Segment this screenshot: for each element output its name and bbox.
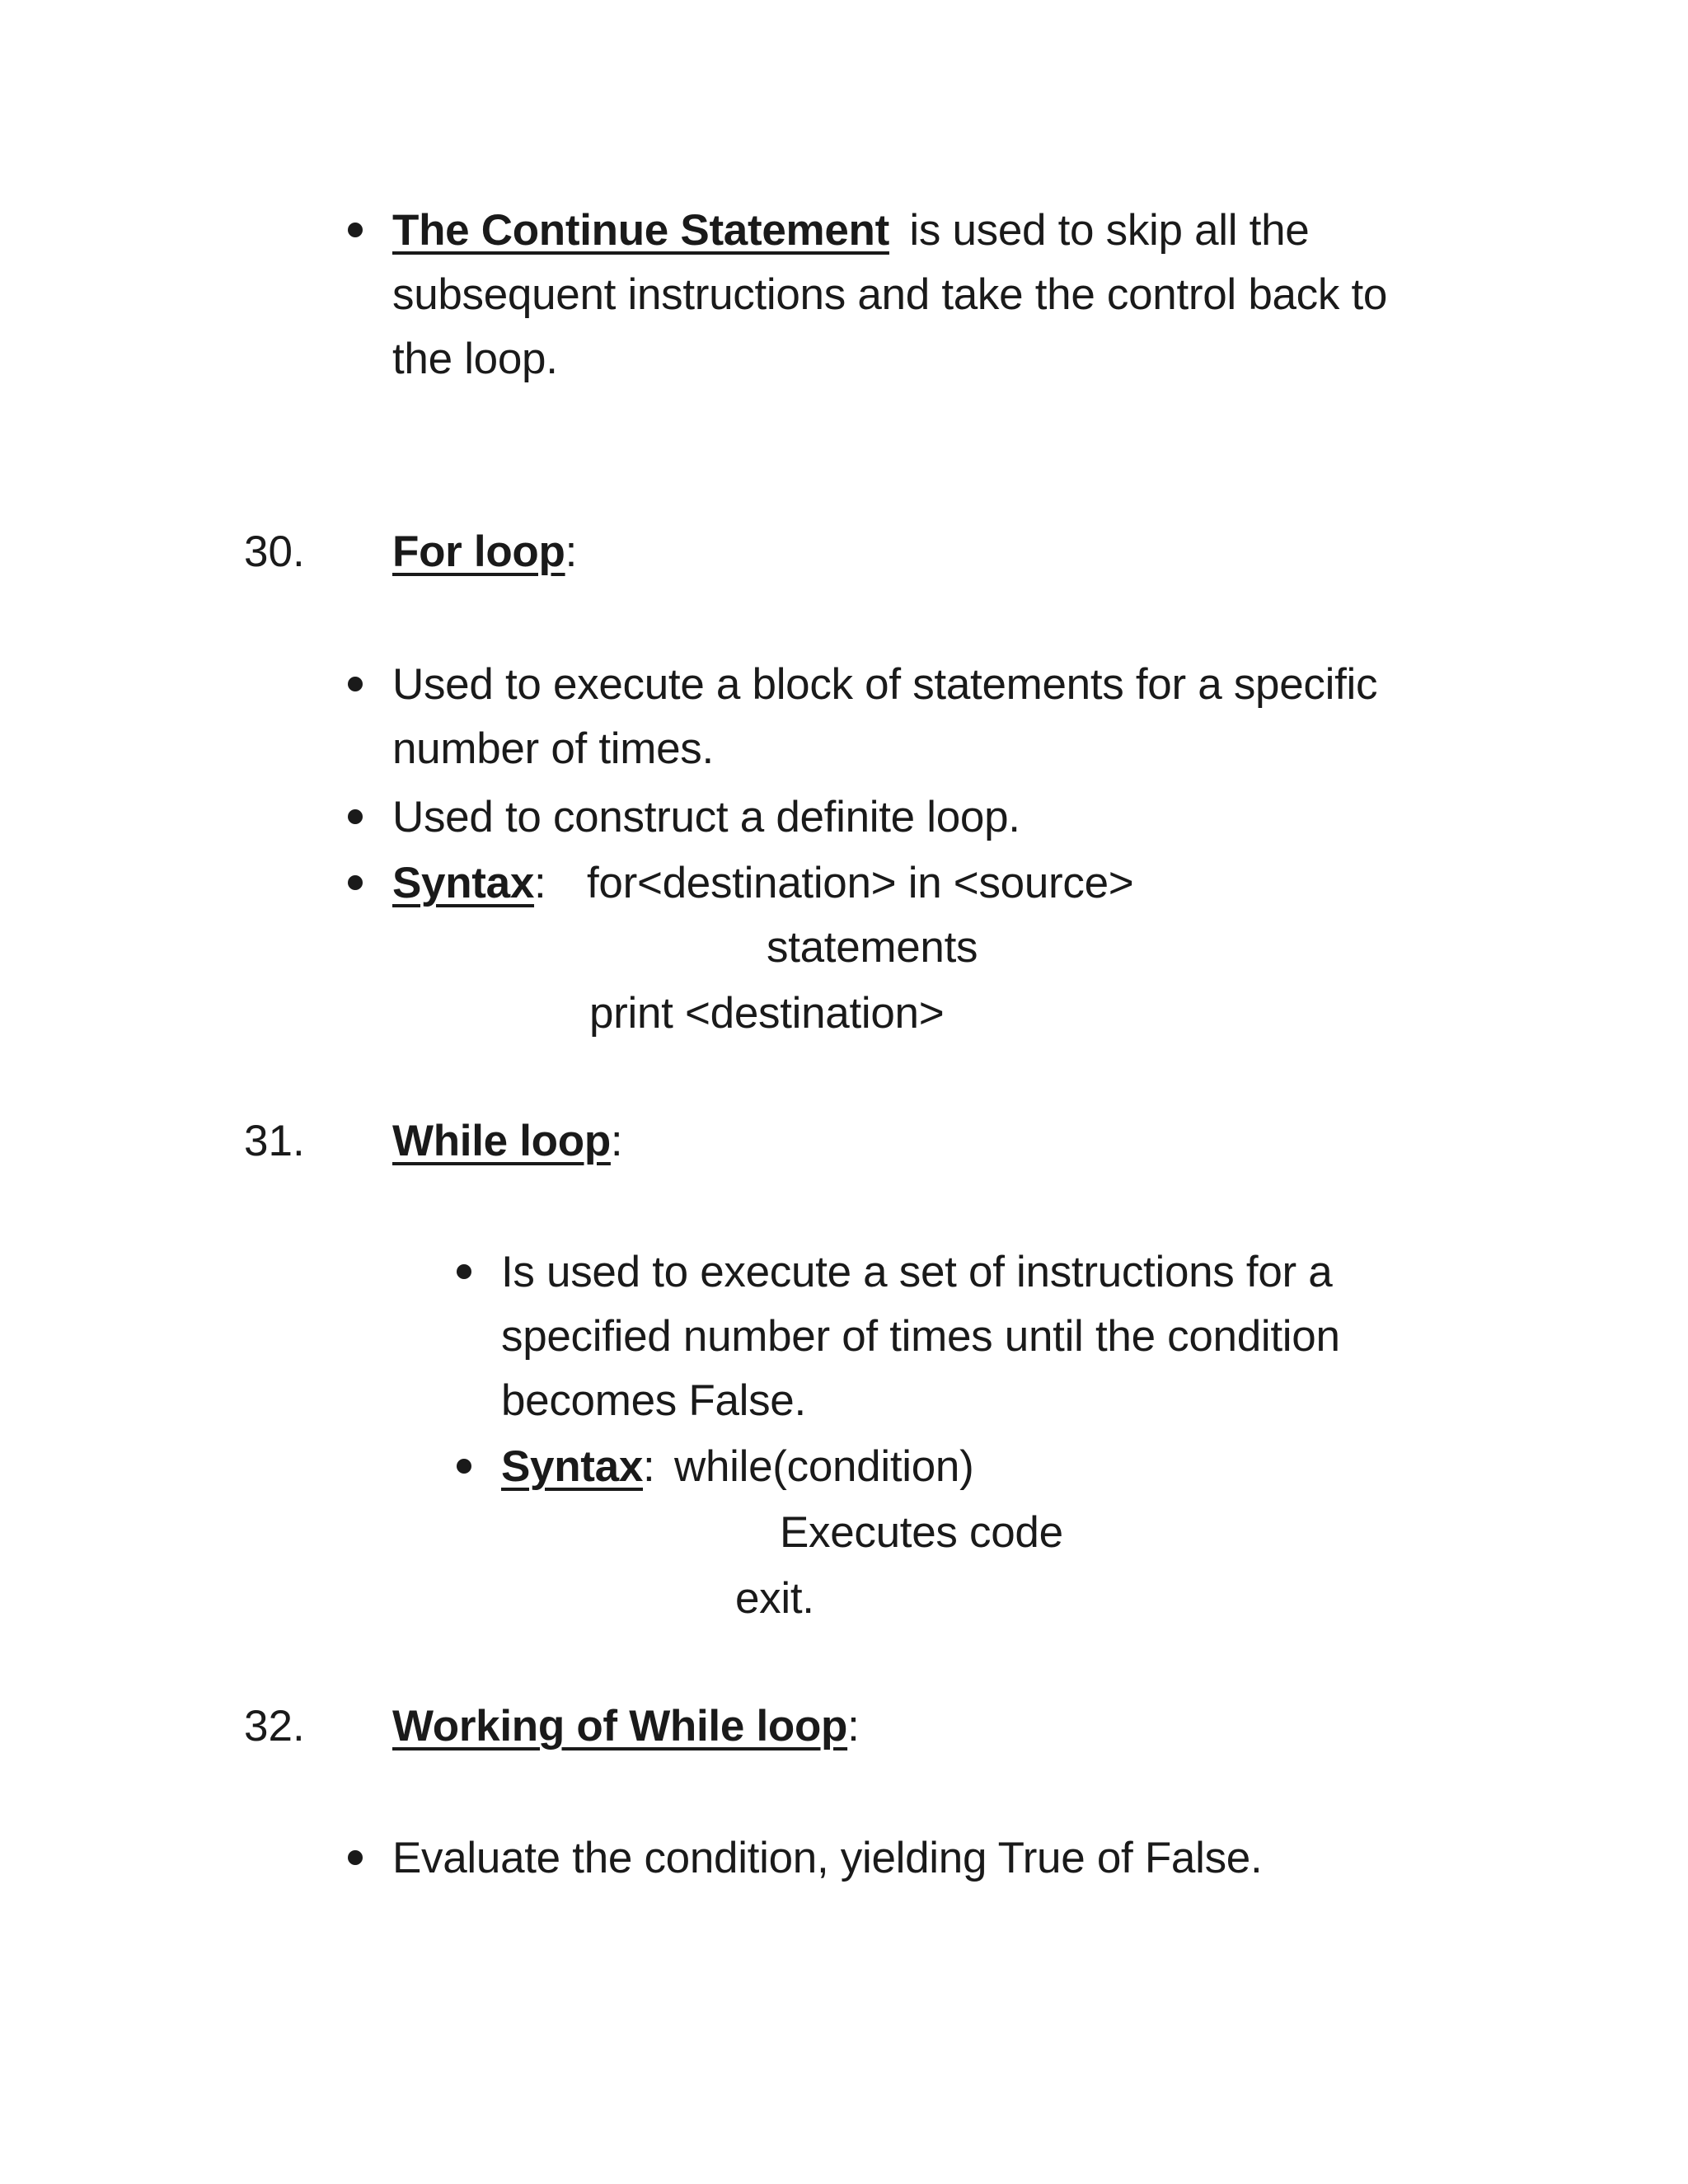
bullet-icon [457, 1264, 471, 1279]
intro-term: The Continue Statement [392, 206, 889, 255]
syntax-line: for<destination> in <source> [587, 859, 1134, 907]
intro-line-2: subsequent instructions and take the control back to [392, 270, 1388, 319]
section-number: 31. [244, 1117, 305, 1165]
bullet-text: Used to construct a definite loop. [392, 793, 1020, 841]
bullet-text: Used to execute a block of statements for a specific [392, 660, 1378, 709]
bullet-text: specified number of times until the condition [501, 1312, 1340, 1361]
heading-colon: : [565, 527, 577, 576]
heading-colon: : [847, 1702, 860, 1750]
syntax-label [501, 1434, 654, 1500]
heading-text: For loop [392, 527, 565, 576]
syntax-label-text: Syntax [501, 1442, 644, 1491]
bullet-icon [457, 1459, 471, 1474]
bullet-icon [348, 1850, 363, 1865]
bullet-icon [348, 223, 363, 237]
intro-line-1 [392, 198, 1309, 264]
syntax-label [392, 851, 546, 916]
syntax-line: print <destination> [589, 989, 945, 1038]
section-heading [392, 519, 577, 585]
heading-text: Working of While loop [392, 1702, 848, 1750]
syntax-line: Executes code [780, 1508, 1063, 1557]
section-heading [392, 1108, 622, 1174]
bullet-text: Is used to execute a set of instructions for a [501, 1248, 1333, 1296]
section-heading [392, 1694, 860, 1760]
syntax-line: while(condition) [674, 1442, 974, 1491]
syntax-line: statements [767, 923, 978, 972]
heading-colon: : [610, 1117, 623, 1165]
bullet-text: Evaluate the condition, yielding True of False. [392, 1834, 1263, 1882]
bullet-text: becomes False. [501, 1376, 806, 1425]
section-number: 32. [244, 1702, 305, 1750]
bullet-text: number of times. [392, 724, 714, 773]
syntax-colon: : [643, 1442, 655, 1491]
syntax-colon: : [534, 859, 546, 907]
section-number: 30. [244, 527, 305, 576]
syntax-line: exit. [735, 1574, 814, 1623]
bullet-icon [348, 875, 363, 890]
bullet-icon [348, 677, 363, 691]
syntax-label-text: Syntax [392, 859, 535, 907]
intro-text: is used to skip all the [909, 206, 1310, 255]
bullet-icon [348, 809, 363, 824]
intro-line-3: the loop. [392, 335, 558, 383]
heading-text: While loop [392, 1117, 611, 1165]
